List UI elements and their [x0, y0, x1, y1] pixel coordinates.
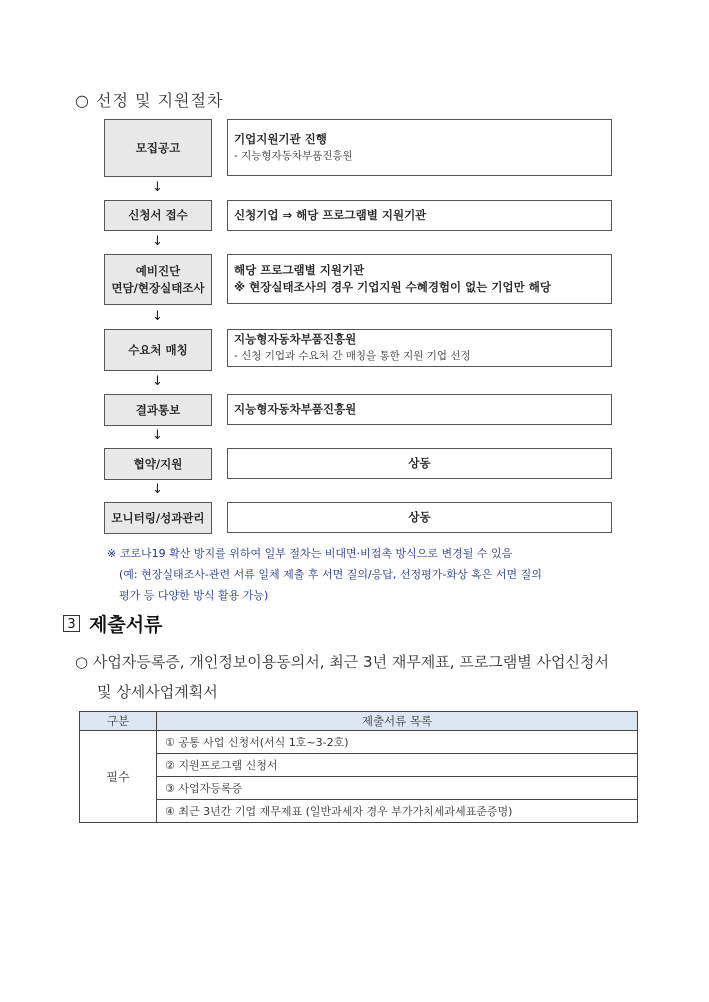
paragraph-line: ○ 사업자등록증, 개인정보이용동의서, 최근 3년 재무제표, 프로그램별 사업신청서: [75, 653, 609, 671]
step-detail-main: 기업지원기관 진행: [234, 131, 327, 146]
down-arrow-icon: ↓: [152, 234, 163, 249]
down-arrow-icon: ↓: [152, 374, 163, 389]
document-cell: ③ 사업자등록증: [157, 777, 638, 800]
step-detail-application: [227, 200, 612, 231]
category-cell: 필수: [80, 731, 157, 823]
down-arrow-icon: ↓: [152, 482, 163, 497]
step-label-preliminary: [104, 254, 212, 305]
down-arrow-icon: ↓: [152, 309, 163, 324]
step-label-application: [104, 200, 212, 231]
step-detail-agreement: [227, 448, 612, 479]
step-label-monitoring: [104, 502, 212, 534]
step-detail-note: ※ 현장실태조사의 경우 기업지원 수혜경험이 없는 기업만 해당: [234, 280, 551, 294]
step-detail-note: - 신청 기업과 수요처 간 매칭을 통한 지원 기업 선정: [234, 350, 471, 362]
note-line: (예: 현장실태조사-관련 서류 일체 제출 후 서면 질의/응답, 선정평가-화상 혹은 서면 질의: [119, 568, 542, 581]
step-label-agreement: [104, 448, 212, 480]
procedure-title: ○ 선정 및 지원절차: [75, 91, 224, 110]
step-label-text: 면담/현장실태조사: [111, 280, 205, 295]
step-detail-main: 신청기업 ⇒ 해당 프로그램별 지원기관: [234, 208, 427, 222]
document-cell: ① 공통 사업 신청서(서식 1호~3-2호): [157, 731, 638, 754]
document-cell: ② 지원프로그램 신청서: [157, 754, 638, 777]
section-number: 3: [63, 615, 80, 632]
step-label-matching: [104, 329, 212, 371]
step-detail-monitoring: [227, 502, 612, 533]
note-line: ※ 코로나19 확산 방지를 위하여 일부 절차는 비대면·비접촉 방식으로 변경될 수 있음: [107, 547, 513, 560]
step-label-text: 모집공고: [135, 140, 181, 155]
required-docs-paragraph: [75, 647, 665, 707]
documents-table: [79, 711, 638, 823]
table-row: [80, 731, 638, 754]
step-detail-main: 상동: [408, 456, 431, 470]
step-label-recruitment: [104, 119, 212, 177]
document-cell: ④ 최근 3년간 기업 재무제표 (일반과세자 경우 부가가치세과세표준증명): [157, 800, 638, 823]
step-label-notification: [104, 394, 212, 426]
note-line: 평가 등 다양한 방식 활용 가능): [119, 589, 269, 602]
step-detail-main: 지능형자동차부품진흥원: [234, 332, 357, 346]
header-category: 구분: [80, 712, 157, 731]
step-detail-main: 해당 프로그램별 지원기관: [234, 263, 365, 277]
step-detail-notification: [227, 394, 612, 425]
table-row: [80, 754, 638, 777]
step-label-text: 신청서 접수: [128, 208, 188, 222]
step-detail-note: - 지능형자동차부품진흥원: [234, 149, 353, 162]
step-detail-matching: [227, 329, 612, 367]
table-row: [80, 800, 638, 823]
down-arrow-icon: ↓: [152, 180, 163, 195]
step-detail-main: 상동: [408, 510, 431, 524]
table-header-row: [80, 712, 638, 731]
step-detail-main: 지능형자동차부품진흥원: [234, 402, 357, 416]
step-label-text: 모니터링/성과관리: [111, 510, 205, 525]
step-label-text: 결과통보: [135, 402, 181, 417]
paragraph-line: 및 상세사업계획서: [97, 683, 218, 701]
step-label-text: 수요처 매칭: [128, 342, 188, 357]
step-label-text: 협약/지원: [133, 456, 183, 471]
step-label-text: 예비진단: [135, 263, 181, 278]
down-arrow-icon: ↓: [152, 428, 163, 443]
header-documents: 제출서류 목록: [157, 712, 638, 731]
section-heading: [63, 610, 162, 637]
step-detail-recruitment: [227, 119, 612, 176]
section-title: 제출서류: [89, 614, 163, 636]
step-detail-preliminary: [227, 254, 612, 304]
covid-note: [107, 543, 647, 606]
table-row: [80, 777, 638, 800]
